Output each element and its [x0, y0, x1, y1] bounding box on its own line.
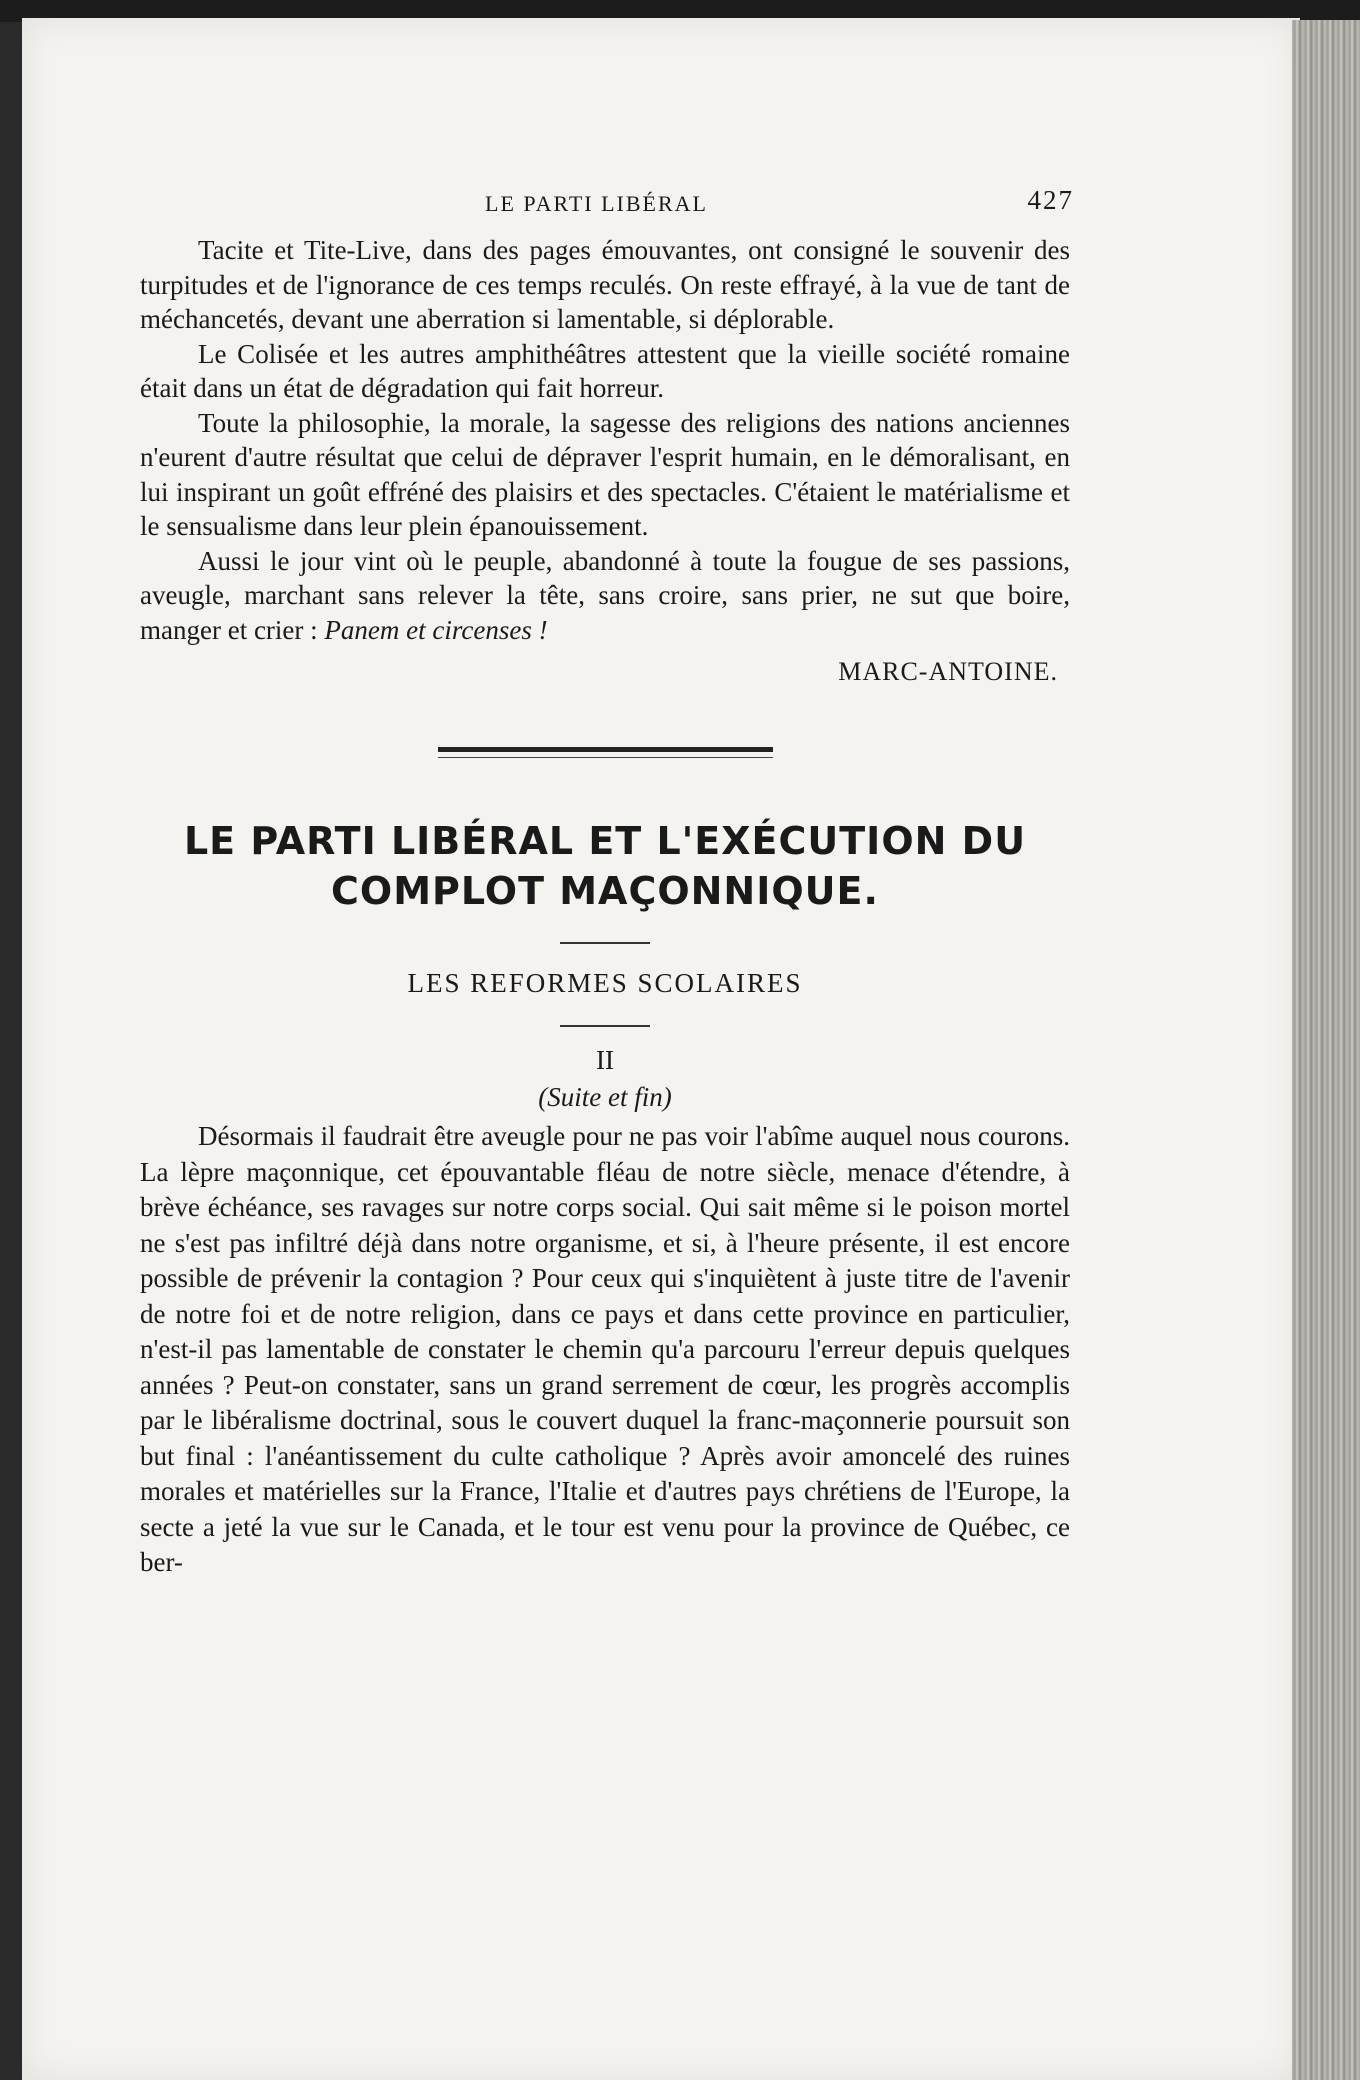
- short-rule: [560, 942, 650, 944]
- page-content: [140, 185, 1074, 1581]
- running-head-title: LE PARTI LIBÉRAL: [485, 191, 708, 216]
- running-head: [140, 185, 1074, 233]
- headline-line-2: COMPLOT MAÇONNIQUE.: [331, 869, 879, 913]
- section-divider: [438, 747, 773, 758]
- paragraph: [140, 544, 1070, 648]
- subheading: LES REFORMES SCOLAIRES: [407, 968, 803, 998]
- paragraph-text: Aussi le jour vint où le peuple, abandonné à toute la fougue de ses passions, aveugle, marchant sans relever la tête, sans croire, sans prier, ne sut que boire, manger et crier :: [140, 545, 1070, 645]
- paragraph: Désormais il faudrait être aveugle pour ne pas voir l'abîme auquel nous courons. La lèpre maçonnique, cet épouvantable fléau de notre siècle, menace d'étendre, à brève échéance, ses ravages sur notre corps social. Qui sait même si le poison mortel ne s'est pas infiltré déjà dans notre organisme, et si, à l'heure présente, il est encore possible de prévenir la contagion ? Pour ceux qui s'inquiètent à juste titre de l'avenir de notre foi et de notre religion, dans ce pays et dans cette province en particulier, n'est-il pas lamentable de constater le chemin qu'a parcouru l'erreur depuis quelques années ? Peut-on constater, sans un grand serrement de cœur, les progrès accomplis par le libéralisme doctrinal, sous le couvert duquel la franc-maçonnerie poursuit son but final : l'anéantissement du culte catholique ? Après avoir amoncelé des ruines morales et matérielles sur la France, l'Italie et d'autres pays chrétiens de l'Europe, la secte a jeté la vue sur le Canada, et le tour est venu pour la province de Québec, ce ber-: [140, 1121, 1070, 1577]
- paragraph: Toute la philosophie, la morale, la sagesse des religions des nations anciennes n'eurent d'autre résultat que celui de dépraver l'esprit humain, en le démoralisant, en lui inspirant un goût effréné des plaisirs et des spectacles. C'étaient le matérialisme et le sensualisme dans leur plein épanouissement.: [140, 407, 1070, 541]
- section-note: (Suite et fin): [538, 1082, 672, 1112]
- book-spine-edge: [1292, 20, 1360, 2080]
- page-number: 427: [1027, 185, 1074, 215]
- latin-quote: Panem et circenses !: [324, 614, 548, 645]
- paragraph: Le Colisée et les autres amphithéâtres attestent que la vieille société romaine était dans un état de dégradation qui fait horreur.: [140, 338, 1070, 403]
- article-headline: [140, 816, 1070, 916]
- divider-thick-line: [438, 747, 773, 752]
- signature: MARC-ANTOINE.: [838, 657, 1058, 686]
- section-number: II: [596, 1045, 614, 1075]
- article-body: [140, 1119, 1070, 1581]
- headline-line-1: LE PARTI LIBÉRAL ET L'EXÉCUTION DU: [183, 819, 1027, 863]
- divider-thin-line: [438, 757, 773, 758]
- short-rule: [560, 1025, 650, 1027]
- paragraph: Tacite et Tite-Live, dans des pages émouvantes, ont consigné le souvenir des turpitudes et de l'ignorance de ces temps reculés. On reste effrayé, à la vue de tant de méchancetés, devant une aberration si lamentable, si déplorable.: [140, 235, 1070, 334]
